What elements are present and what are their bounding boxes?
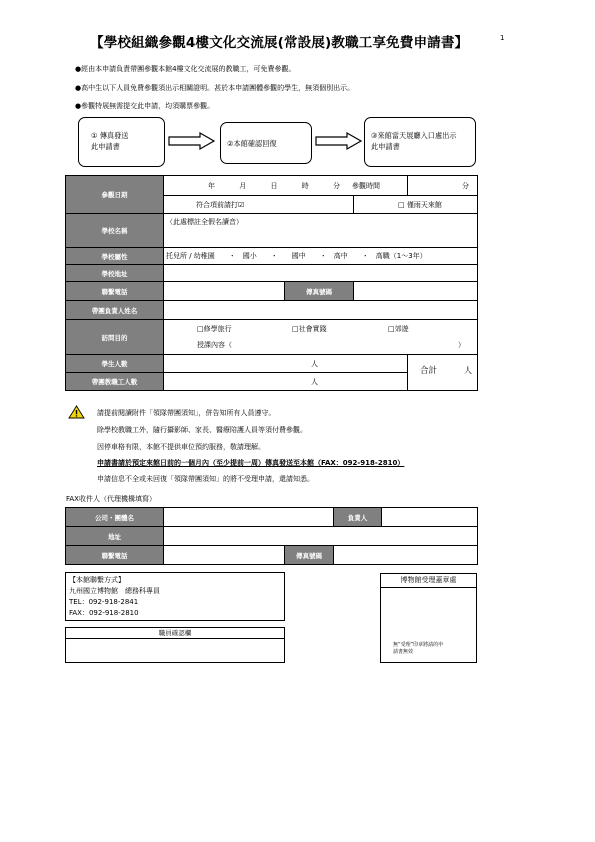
- fax-number-field[interactable]: [354, 282, 478, 301]
- page-number: 1: [500, 34, 505, 42]
- agency-person-label: 負責人: [334, 508, 382, 527]
- contact-phone-label: 聯繫電話: [66, 282, 164, 301]
- school-type-options[interactable]: 托兒所 / 幼稚園 ・ 國小 ・ 國中 ・ 高中 ・ 高職（1～3年）: [164, 248, 478, 265]
- bullet-special-exhibit: ●參觀特展無需提交此申請，均須購票參觀。: [75, 102, 215, 110]
- staff-confirm-box: [65, 627, 285, 663]
- staff-count-field[interactable]: [164, 373, 408, 391]
- note-parking: 因停車格有限，本館不提供車位預約服務，敬請理解。: [97, 443, 265, 451]
- confirm-text: 符合項前請打☑: [196, 200, 245, 209]
- application-form: [65, 175, 478, 391]
- visit-time-label: 參觀時間: [352, 182, 381, 190]
- purpose-lesson-close: ）: [458, 341, 465, 349]
- rain-option[interactable]: [354, 196, 478, 214]
- fax-number-label: 傳真號碼: [285, 282, 354, 301]
- staff-confirm-label: 職員確認欄: [66, 628, 284, 639]
- agency-person-field[interactable]: [382, 508, 478, 527]
- students-count-label: 學生人數: [66, 355, 164, 373]
- leader-name-label: 帶團負責人姓名: [66, 301, 164, 320]
- museum-stamp-box: [380, 573, 477, 663]
- purpose-outing-checkbox[interactable]: □郊遊: [388, 325, 409, 333]
- agency-form: [65, 507, 478, 565]
- stamp-note: [393, 642, 443, 656]
- students-unit: 人: [311, 359, 318, 368]
- school-type-label: 學校屬性: [66, 248, 164, 265]
- stamp-note-line1: 無“受理”印章將請的申: [393, 642, 444, 648]
- note-fax-deadline: 申請書請於預定來館日前的一個月內（至少提前一周）傳真發送至本館（FAX：092-918-2810）: [97, 459, 405, 467]
- total-cell[interactable]: [408, 355, 478, 391]
- flow-step-1: [78, 117, 165, 167]
- agency-heading: FAX收件人（代理機構填寫）: [66, 495, 156, 503]
- flow-step-3: [364, 117, 476, 167]
- museum-contact-box: [65, 572, 285, 621]
- agency-fax-label: 傳真號碼: [285, 546, 334, 565]
- minute-label: 分: [332, 181, 340, 190]
- note-read-guidelines: 請提前閱讀附件「領隊帶團須知」，併告知所有人員遵守。: [97, 409, 276, 417]
- stamp-note-line2: 請書無效: [393, 649, 414, 655]
- note-paid-companions: 除學校教職工外，隨行攝影師、家長、醫療陪護人員等須付費參觀。: [97, 426, 307, 434]
- bullet-students-proof: ●高中生以下人員免費參觀須出示相關證明。甚於本申請團體參觀的學生，無須個別出示。: [75, 84, 355, 92]
- school-address-field[interactable]: [164, 265, 478, 282]
- purpose-field[interactable]: [164, 320, 478, 355]
- contact-phone-field[interactable]: [164, 282, 285, 301]
- total-unit: 人: [464, 366, 473, 375]
- purpose-trip-checkbox[interactable]: □修學旅行: [197, 325, 232, 333]
- flow-step-1-line1: ① 傳真發送: [91, 131, 129, 140]
- purpose-social-checkbox[interactable]: □社會實踐: [292, 325, 327, 333]
- note-incomplete: 申請信息不全或未回復「領隊帶團須知」的將不受理申請，還請知悉。: [97, 475, 314, 483]
- visit-time-field[interactable]: [352, 176, 478, 196]
- total-label: 合計: [420, 366, 438, 376]
- rain-only-checkbox[interactable]: □ 僅雨天來館: [398, 200, 442, 209]
- arrow-right-icon: [168, 132, 216, 150]
- company-label: 公司・團體名: [66, 508, 164, 527]
- visit-time-minute: 分: [462, 182, 470, 190]
- confirm-cell: [164, 196, 354, 214]
- staff-unit: 人: [311, 377, 318, 386]
- school-name-label: 學校名稱: [66, 214, 164, 248]
- agency-address-label: 地址: [66, 527, 164, 546]
- purpose-label: 訪問目的: [66, 320, 164, 355]
- arrow-right-icon: [315, 132, 363, 150]
- visit-date-label: 參觀日期: [66, 176, 164, 214]
- students-count-field[interactable]: [164, 355, 408, 373]
- agency-phone-field[interactable]: [164, 546, 285, 565]
- year-label: 年: [208, 181, 215, 190]
- agency-phone-label: 聯繫電話: [66, 546, 164, 565]
- day-label: 日: [270, 181, 278, 190]
- flow-step-3-line1: ③來館當天展廳入口處出示: [371, 131, 457, 140]
- school-name-note: （此處標註全假名讀音）: [166, 218, 243, 226]
- flow-step-2: [220, 122, 312, 164]
- stamp-heading: 博物館受理蓋章處: [381, 574, 476, 588]
- hour-label: 時: [301, 181, 309, 190]
- agency-address-field[interactable]: [164, 527, 478, 546]
- agency-fax-field[interactable]: [334, 546, 478, 565]
- contact-fax: FAX：092-918-2810: [69, 609, 139, 617]
- staff-count-label: 帶團教職工人數: [66, 373, 164, 391]
- bullet-free-staff: ●經由本申請負責帶團參觀本館4樓文化交流展的教職工，可免費參觀。: [75, 65, 296, 73]
- contact-heading: 【本館聯繫方式】: [69, 576, 125, 584]
- flow-step-1-line2: 此申請書: [91, 142, 120, 151]
- school-address-label: 學校地址: [66, 265, 164, 282]
- contact-org: 九州國立博物館 總務科專員: [69, 587, 160, 595]
- flow-step-2-label: ②本館確認回復: [227, 139, 277, 148]
- purpose-lesson-label: 授課內容（: [197, 341, 232, 349]
- month-label: 月: [239, 181, 247, 190]
- warning-icon: [68, 405, 85, 419]
- leader-name-field[interactable]: [164, 301, 478, 320]
- page-title: 【學校組織參觀4樓文化交流展(常設展)教職工享免費申請書】: [90, 35, 469, 51]
- flow-step-3-line2: 此申請書: [371, 142, 400, 151]
- school-name-field[interactable]: [164, 214, 478, 248]
- contact-tel: TEL：092-918-2841: [69, 598, 139, 606]
- company-field[interactable]: [164, 508, 334, 527]
